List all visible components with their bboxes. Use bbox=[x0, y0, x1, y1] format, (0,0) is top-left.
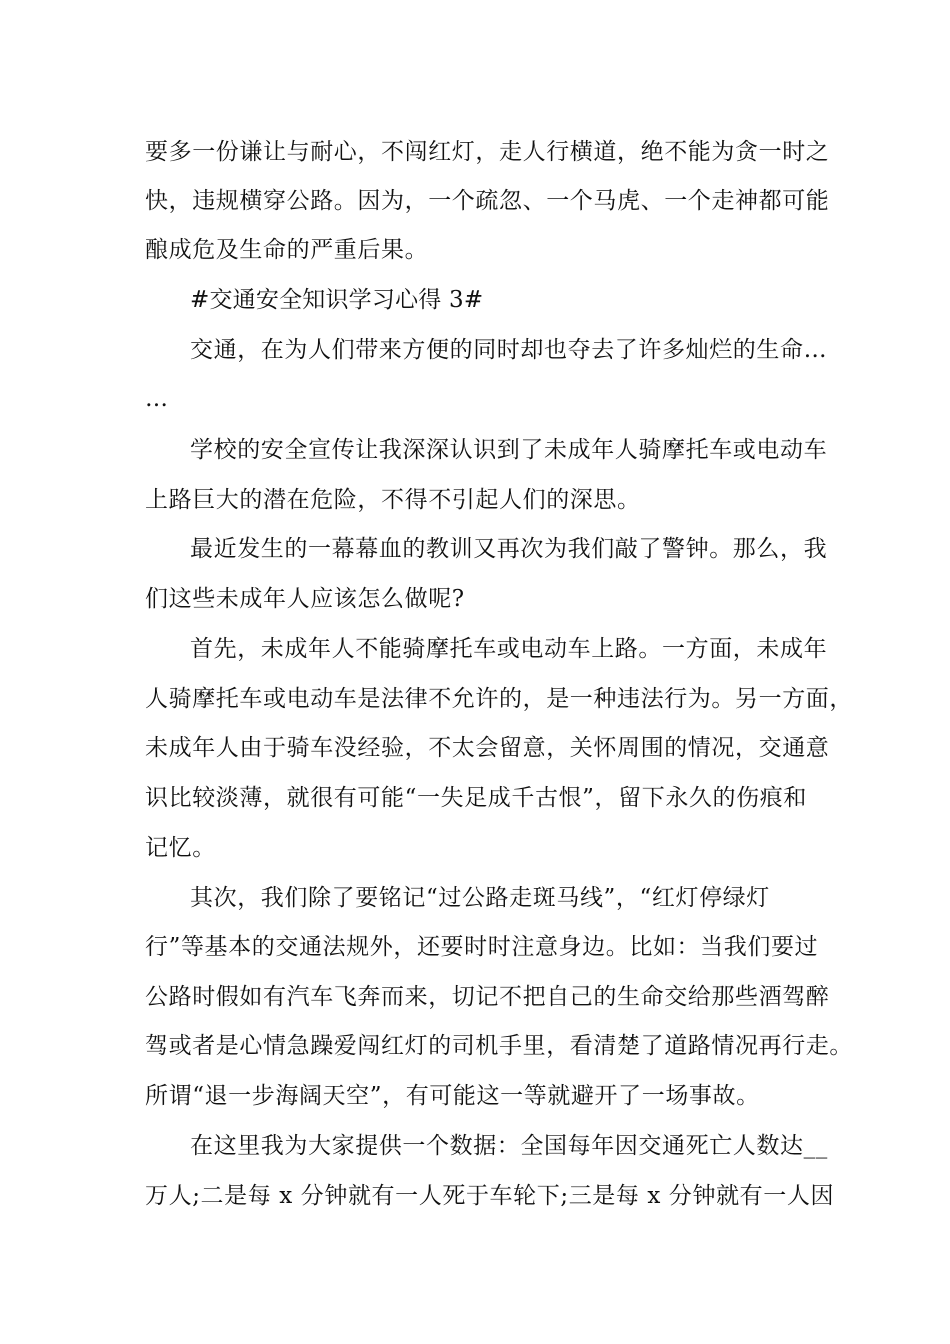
text-line: 所谓“退一步海阔天空”，有可能这一等就避开了一场事故。 bbox=[145, 1083, 760, 1109]
text-line: 在这里我为大家提供一个数据：全国每年因交通死亡人数达__ bbox=[190, 1133, 828, 1159]
text-line: 万人;二是每 x 分钟就有一人死于车轮下;三是每 x 分钟就有一人因 bbox=[145, 1183, 835, 1209]
text-line: 行”等基本的交通法规外，还要时时注意身边。比如：当我们要过 bbox=[145, 934, 819, 960]
text-line: 上路巨大的潜在危险，不得不引起人们的深思。 bbox=[145, 487, 641, 513]
text-line: 未成年人由于骑车没经验，不太会留意，关怀周围的情况，交通意 bbox=[145, 735, 830, 761]
text-line: 记忆。 bbox=[145, 835, 216, 861]
text-line: … bbox=[145, 386, 169, 412]
text-line: 要多一份谦让与耐心，不闯红灯，走人行横道，绝不能为贪一时之 bbox=[145, 139, 830, 165]
text-line: 快，违规横穿公路。因为，一个疏忽、一个马虎、一个走神都可能 bbox=[145, 188, 830, 214]
text-line: 其次，我们除了要铭记“过公路走斑马线”，“红灯停绿灯 bbox=[190, 885, 770, 911]
text-line: 最近发生的一幕幕血的教训又再次为我们敲了警钟。那么，我 bbox=[190, 536, 828, 562]
text-line: 首先，未成年人不能骑摩托车或电动车上路。一方面，未成年 bbox=[190, 636, 828, 662]
section-heading: #交通安全知识学习心得 3# bbox=[190, 287, 484, 313]
text-line: 驾或者是心情急躁爱闯红灯的司机手里，看清楚了道路情况再行走。 bbox=[145, 1033, 853, 1059]
text-line: 学校的安全宣传让我深深认识到了未成年人骑摩托车或电动车 bbox=[190, 437, 828, 463]
text-line: 公路时假如有汽车飞奔而来，切记不把自己的生命交给那些酒驾醉 bbox=[145, 984, 830, 1010]
text-line: 人骑摩托车或电动车是法律不允许的，是一种违法行为。另一方面， bbox=[145, 686, 853, 712]
text-line: 们这些未成年人应该怎么做呢? bbox=[145, 586, 465, 612]
text-line: 交通，在为人们带来方便的同时却也夺去了许多灿烂的生命… bbox=[190, 337, 828, 363]
text-line: 识比较淡薄，就很有可能“一失足成千古恨”，留下永久的伤痕和 bbox=[145, 785, 807, 811]
text-line: 酿成危及生命的严重后果。 bbox=[145, 237, 429, 263]
